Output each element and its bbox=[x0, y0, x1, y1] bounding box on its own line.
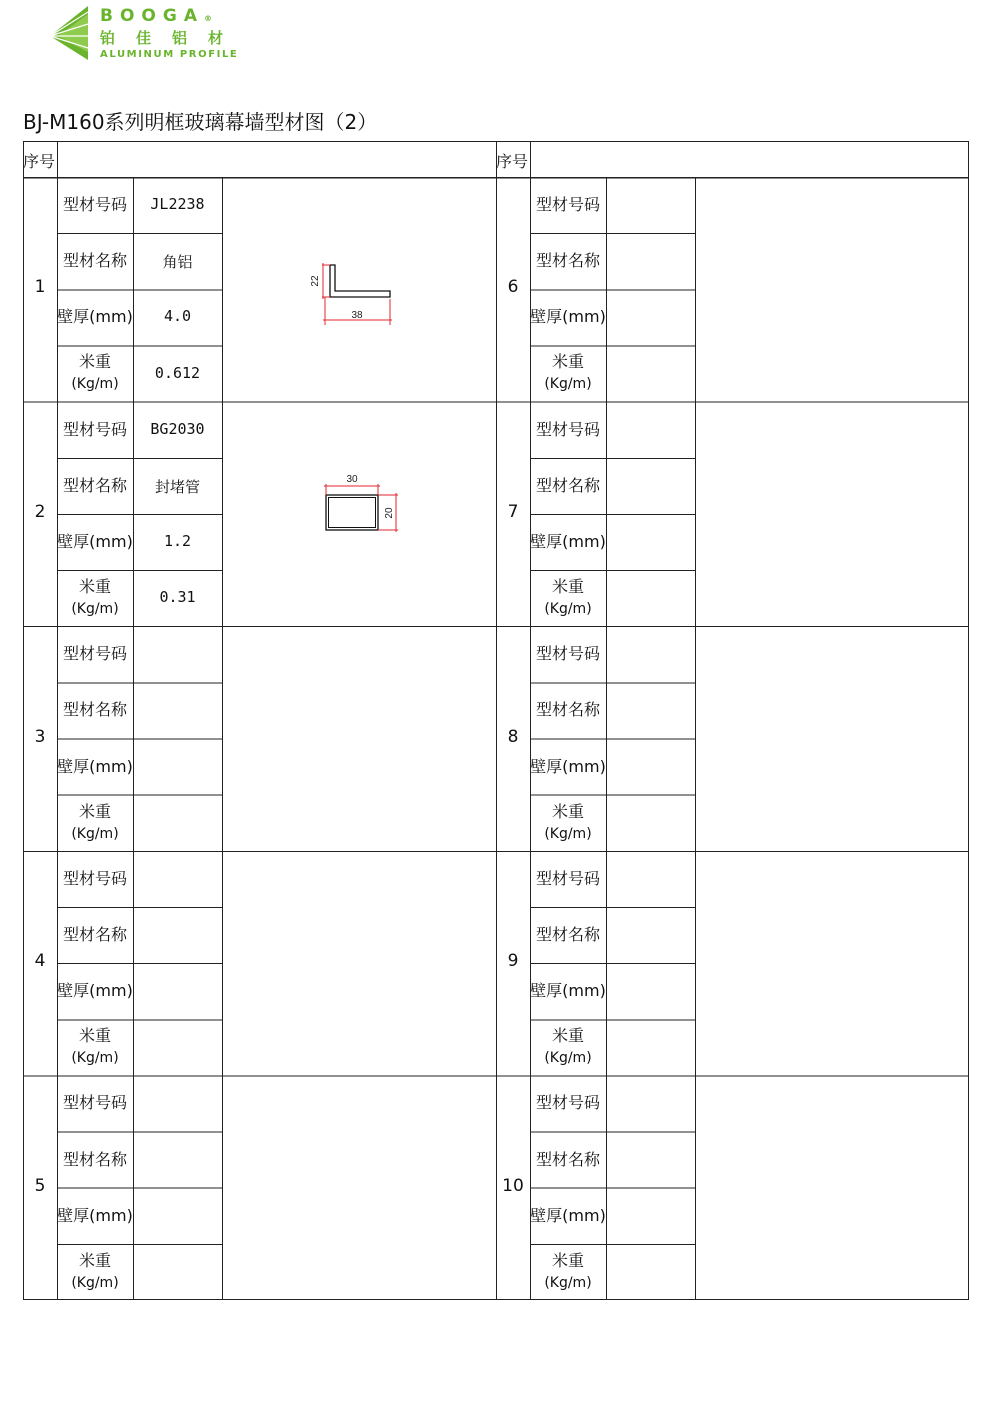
label-weight-line1: 米重 bbox=[551, 1026, 584, 1046]
label-name: 型材名称 bbox=[62, 475, 127, 495]
logo-wordmark: BOOGA® bbox=[100, 6, 212, 26]
value-code: BG2030 bbox=[150, 419, 205, 438]
label-weight-line1: 米重 bbox=[78, 801, 111, 821]
row-index-left: 4 bbox=[34, 951, 46, 972]
label-code: 型材号码 bbox=[535, 419, 600, 439]
page-title: BJ-M160系列明框玻璃幕墙型材图（2） bbox=[23, 110, 378, 134]
header-index-left: 序号 bbox=[23, 152, 56, 171]
label-weight-line2: (Kg/m) bbox=[544, 601, 592, 618]
label-name: 型材名称 bbox=[535, 925, 600, 945]
label-name: 型材名称 bbox=[62, 1149, 127, 1169]
label-thickness: 壁厚(mm) bbox=[530, 756, 606, 776]
value-thickness: 1.2 bbox=[163, 531, 192, 550]
row-index-left: 1 bbox=[34, 277, 46, 298]
label-code: 型材号码 bbox=[62, 1093, 127, 1113]
label-name: 型材名称 bbox=[535, 251, 600, 271]
label-weight-line1: 米重 bbox=[78, 1250, 111, 1270]
label-thickness: 壁厚(mm) bbox=[57, 756, 133, 776]
label-thickness: 壁厚(mm) bbox=[57, 981, 133, 1001]
value-name: 封堵管 bbox=[154, 477, 200, 496]
value-thickness: 4.0 bbox=[163, 307, 192, 326]
angle-profile-drawing bbox=[222, 177, 496, 401]
label-weight-line2: (Kg/m) bbox=[71, 1274, 119, 1291]
row-index-left: 2 bbox=[34, 501, 46, 522]
label-weight-line1: 米重 bbox=[551, 1250, 584, 1270]
label-weight-line2: (Kg/m) bbox=[544, 1050, 592, 1067]
label-weight-line2: (Kg/m) bbox=[71, 825, 119, 842]
label-weight-line2: (Kg/m) bbox=[544, 825, 592, 842]
label-weight-line2: (Kg/m) bbox=[71, 1050, 119, 1067]
dimension-height-label: 20 bbox=[384, 507, 395, 519]
label-thickness: 壁厚(mm) bbox=[57, 307, 133, 327]
label-code: 型材号码 bbox=[535, 1093, 600, 1113]
label-code: 型材号码 bbox=[535, 195, 600, 215]
value-name: 角铝 bbox=[162, 253, 193, 272]
label-name: 型材名称 bbox=[62, 251, 127, 271]
label-weight-line2: (Kg/m) bbox=[71, 376, 119, 393]
label-code: 型材号码 bbox=[62, 644, 127, 664]
dimension-width-label: 30 bbox=[346, 473, 358, 485]
row-index-right: 10 bbox=[502, 1175, 524, 1196]
leaf-logo-icon bbox=[48, 4, 98, 62]
label-weight-line1: 米重 bbox=[78, 577, 111, 597]
logo-subtitle: ALUMINUM PROFILE bbox=[100, 49, 239, 60]
row-index-right: 8 bbox=[507, 726, 519, 747]
dimension-height-label: 22 bbox=[310, 275, 321, 287]
value-weight: 0.31 bbox=[159, 588, 196, 607]
label-name: 型材名称 bbox=[535, 1149, 600, 1169]
label-thickness: 壁厚(mm) bbox=[530, 1205, 606, 1225]
label-name: 型材名称 bbox=[62, 700, 127, 720]
label-weight-line1: 米重 bbox=[551, 352, 584, 372]
label-thickness: 壁厚(mm) bbox=[57, 1205, 133, 1225]
header-index-right: 序号 bbox=[496, 152, 529, 171]
value-weight: 0.612 bbox=[154, 363, 201, 382]
value-code: JL2238 bbox=[150, 195, 205, 214]
label-weight-line1: 米重 bbox=[78, 352, 111, 372]
row-index-left: 3 bbox=[34, 726, 46, 747]
label-weight-line2: (Kg/m) bbox=[544, 1274, 592, 1291]
label-code: 型材号码 bbox=[62, 419, 127, 439]
booga-logo bbox=[48, 4, 288, 64]
label-code: 型材号码 bbox=[62, 868, 127, 888]
tube-profile-drawing bbox=[222, 402, 496, 626]
label-code: 型材号码 bbox=[62, 195, 127, 215]
label-thickness: 壁厚(mm) bbox=[530, 981, 606, 1001]
profile-table bbox=[23, 141, 969, 1300]
label-weight-line1: 米重 bbox=[551, 577, 584, 597]
label-weight-line1: 米重 bbox=[551, 801, 584, 821]
label-thickness: 壁厚(mm) bbox=[57, 531, 133, 551]
logo-chinese-name: 铂佳铝材 bbox=[100, 29, 245, 47]
label-name: 型材名称 bbox=[535, 475, 600, 495]
row-index-right: 6 bbox=[507, 277, 519, 298]
label-code: 型材号码 bbox=[535, 644, 600, 664]
label-thickness: 壁厚(mm) bbox=[530, 307, 606, 327]
label-name: 型材名称 bbox=[535, 700, 600, 720]
row-index-left: 5 bbox=[34, 1175, 46, 1196]
label-thickness: 壁厚(mm) bbox=[530, 531, 606, 551]
dimension-width-label: 38 bbox=[351, 310, 363, 321]
label-weight-line2: (Kg/m) bbox=[71, 601, 119, 618]
row-index-right: 7 bbox=[507, 501, 519, 522]
label-code: 型材号码 bbox=[535, 868, 600, 888]
label-weight-line2: (Kg/m) bbox=[544, 376, 592, 393]
label-name: 型材名称 bbox=[62, 925, 127, 945]
row-index-right: 9 bbox=[507, 951, 519, 972]
label-weight-line1: 米重 bbox=[78, 1026, 111, 1046]
